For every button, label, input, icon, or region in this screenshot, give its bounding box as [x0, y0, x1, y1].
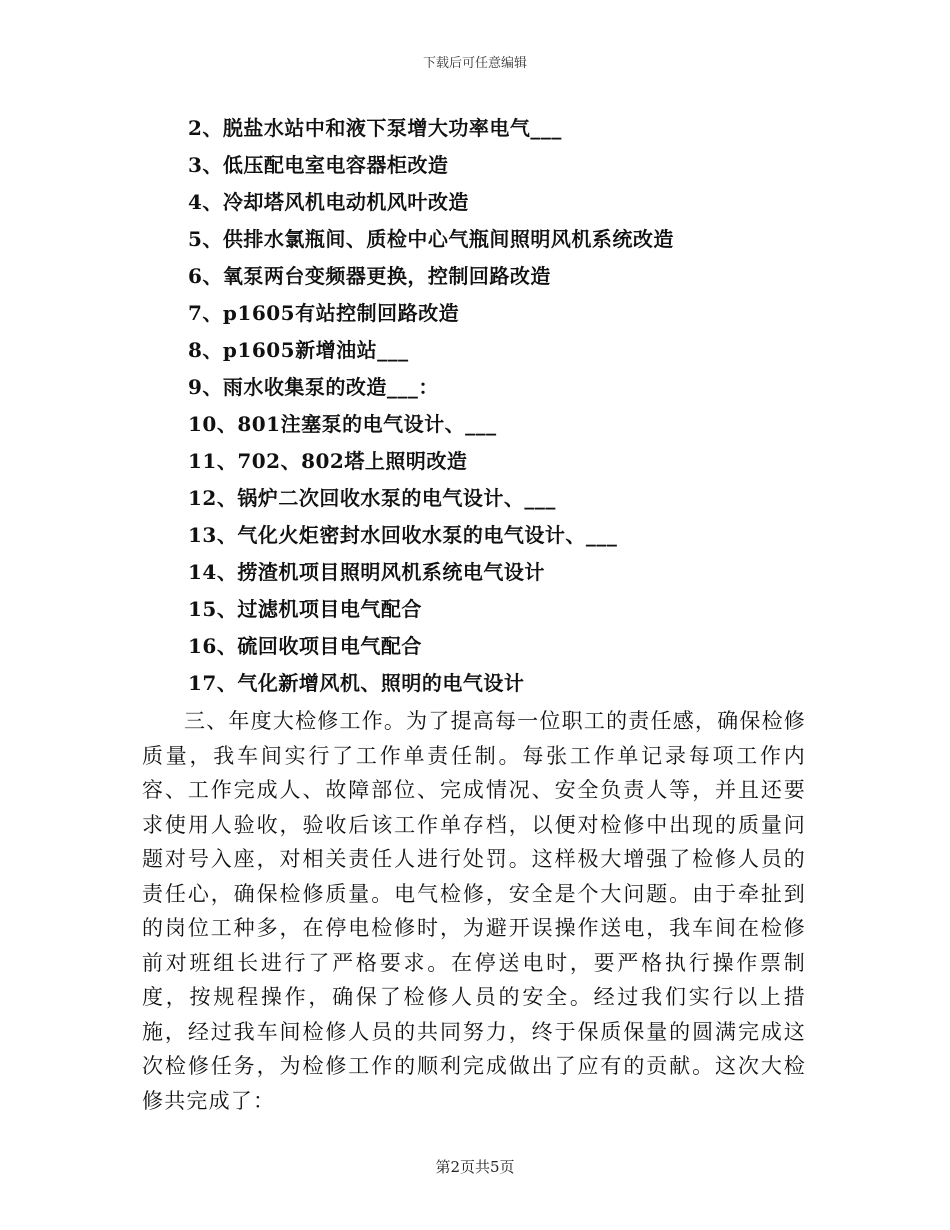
list-item: 15、过滤机项目电气配合 [188, 597, 422, 621]
list-item: 14、捞渣机项目照明风机系统电气设计 [188, 560, 545, 584]
work-item-list [188, 110, 674, 702]
list-item: 9、雨水收集泵的改造___： [188, 375, 439, 399]
list-item: 13、气化火炬密封水回收水泵的电气设计、___ [188, 523, 618, 547]
list-item: 11、702、802塔上照明改造 [188, 449, 468, 473]
list-item: 8、p1605新增油站___ [188, 338, 409, 362]
list-item: 7、p1605有站控制回路改造 [188, 301, 460, 325]
list-item: 16、硫回收项目电气配合 [188, 634, 422, 658]
list-item: 10、801注塞泵的电气设计、___ [188, 412, 497, 436]
list-item: 3、低压配电室电容器柜改造 [188, 153, 449, 177]
list-item: 17、气化新增风机、照明的电气设计 [188, 671, 525, 695]
list-item: 4、冷却塔风机电动机风叶改造 [188, 190, 469, 214]
list-item: 12、锅炉二次回收水泵的电气设计、___ [188, 486, 556, 510]
page-header: 下载后可任意编辑 [422, 56, 527, 71]
list-item: 2、脱盐水站中和液下泵增大功率电气___ [188, 116, 562, 140]
body-paragraph: 三、年度大检修工作。为了提高每一位职工的责任感，确保检修质量，我车间实行了工作单责任制。每张工作单记录每项工作内容、工作完成人、故障部位、完成情况、安全负责人等，并且还要求使用人验收，验收后该工作单存档，以便对检修中出现的质量问题对号入座，对相关责任人进行处罚。这样极大增强了检修人员的责任心，确保检修质量。电气检修，安全是个大问题。由于牵扯到的岗位工种多，在停电检修时，为避开误操作送电，我车间在检修前对班组长进行了严格要求。在停送电时，要严格执行操作票制度，按规程操作，确保了检修人员的安全。经过我们实行以上措施，经过我车间检修人员的共同努力，终于保质保量的圆满完成这次检修任务，为检修工作的顺利完成做出了应有的贡献。这次大检修共完成了： [142, 709, 806, 1113]
list-item: 5、供排水氯瓶间、质检中心气瓶间照明风机系统改造 [188, 227, 674, 251]
list-item: 6、氧泵两台变频器更换，控制回路改造 [188, 264, 551, 288]
page-number: 第2页共5页 [435, 1158, 515, 1176]
